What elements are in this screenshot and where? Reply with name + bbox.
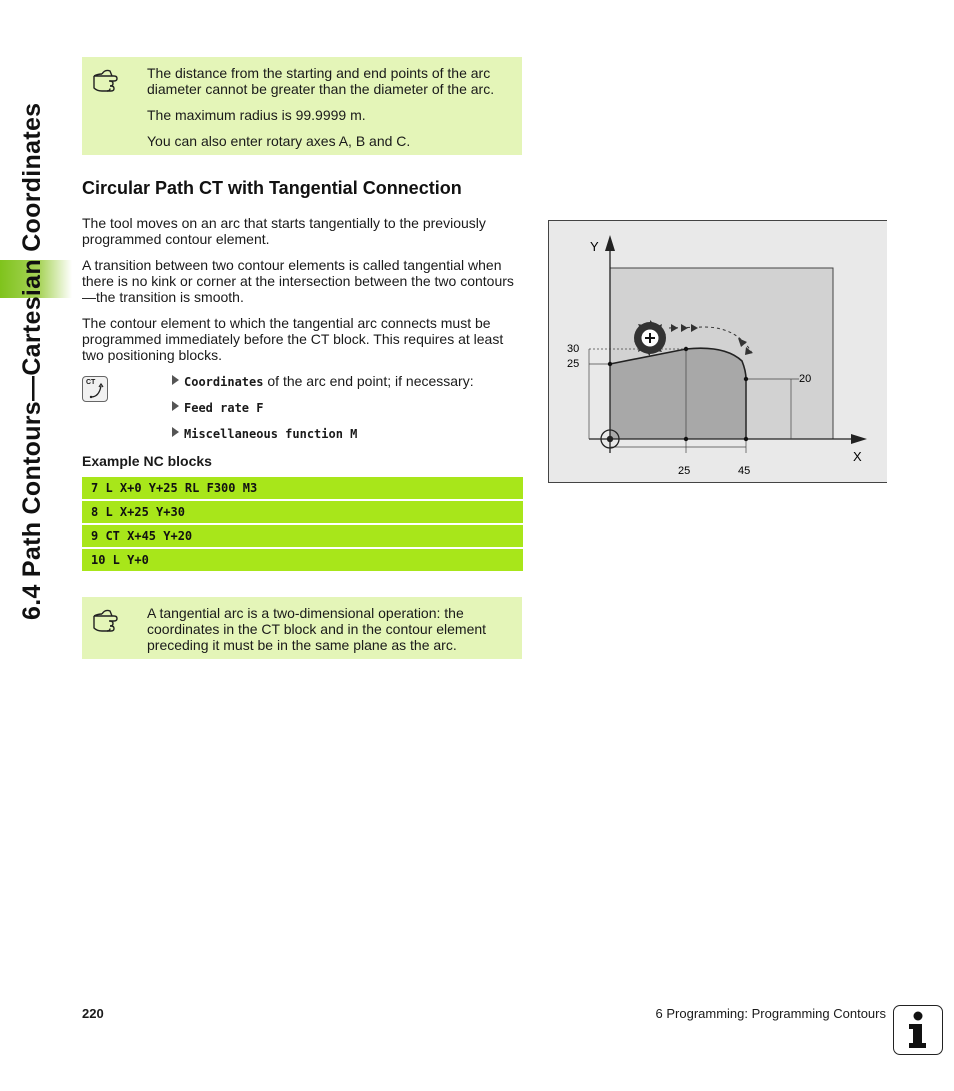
dim-label-y30: 30 [567, 343, 580, 355]
origin-dot [607, 436, 613, 442]
step-code: Coordinates [184, 375, 264, 389]
body-paragraph [82, 215, 524, 247]
note-line: You can also enter rotary axes A, B and C. [147, 133, 411, 149]
triangle-bullet-icon [172, 427, 179, 437]
paragraph-text: The contour element to which the tangential arc connects must be programmed immediately before the CT block. This requires at least two positioning blocks. [82, 315, 504, 363]
y-axis-arrow [605, 235, 615, 251]
ct-key-icon [82, 376, 108, 402]
nc-block-line: 9 CT X+45 Y+20 [82, 525, 523, 547]
point-25-30 [684, 347, 688, 351]
note-box-bottom [82, 597, 522, 659]
section-title: Circular Path CT with Tangential Connection [82, 178, 462, 198]
paragraph-text: A transition between two contour elements is called tangential when there is no kink or corner at the intersection between the two contours—the transition is smooth. [82, 257, 514, 305]
dim-label-y20: 20 [799, 373, 812, 385]
info-icon [893, 1005, 943, 1055]
tangent-arc-icon [83, 377, 109, 403]
body-paragraph [82, 257, 524, 305]
input-steps [172, 373, 474, 451]
note-line: The maximum radius is 99.9999 m. [147, 107, 366, 123]
pointing-hand-icon [92, 67, 128, 93]
chapter-title-vertical: 6.4 Path Contours—Cartesian Coordinates [18, 102, 46, 620]
paragraph-text: The tool moves on an arc that starts tangentially to the previously programmed contour element. [82, 215, 486, 247]
note-box-top [82, 57, 522, 155]
info-glyph [894, 1006, 941, 1053]
dim-label-x25: 25 [678, 465, 691, 477]
tangential-arc-diagram [548, 220, 887, 483]
pointing-hand-icon [92, 607, 128, 633]
triangle-bullet-icon [172, 375, 179, 385]
point-x45 [744, 437, 748, 441]
dim-label-x45: 45 [738, 465, 751, 477]
point-start [608, 362, 612, 366]
triangle-bullet-icon [172, 401, 179, 411]
example-title: Example NC blocks [82, 453, 212, 469]
step-item [172, 399, 474, 425]
point-45-20 [744, 377, 748, 381]
step-text: of the arc end point; if necessary: [263, 373, 474, 389]
contour-area [610, 348, 746, 439]
nc-block-line: 7 L X+0 Y+25 RL F300 M3 [82, 477, 523, 499]
axis-label-y: Y [590, 239, 599, 254]
dim-label-y25: 25 [567, 358, 580, 370]
body-paragraph [82, 315, 524, 363]
step-item [172, 425, 474, 451]
nc-block-list [82, 477, 523, 573]
step-code: Miscellaneous function M [184, 427, 358, 441]
page-number: 220 [82, 1006, 104, 1021]
step-item [172, 373, 474, 399]
x-axis-arrow [851, 434, 867, 444]
nc-block-line: 8 L X+25 Y+30 [82, 501, 523, 523]
note-line: The distance from the starting and end points of the arc diameter cannot be greater than the diameter of the arc. [147, 65, 495, 97]
note-line: A tangential arc is a two-dimensional operation: the coordinates in the CT block and in the contour element preceding it must be in the same plane as the arc. [147, 605, 487, 653]
point-x25 [684, 437, 688, 441]
step-code: Feed rate F [184, 401, 264, 415]
milling-cutter-icon [634, 320, 666, 356]
diagram-canvas [549, 221, 888, 484]
nc-block-line: 10 L Y+0 [82, 549, 523, 571]
ct-key-label: CT [86, 379, 96, 386]
axis-label-x: X [853, 449, 862, 464]
footer-chapter: 6 Programming: Programming Contours [655, 1006, 886, 1021]
